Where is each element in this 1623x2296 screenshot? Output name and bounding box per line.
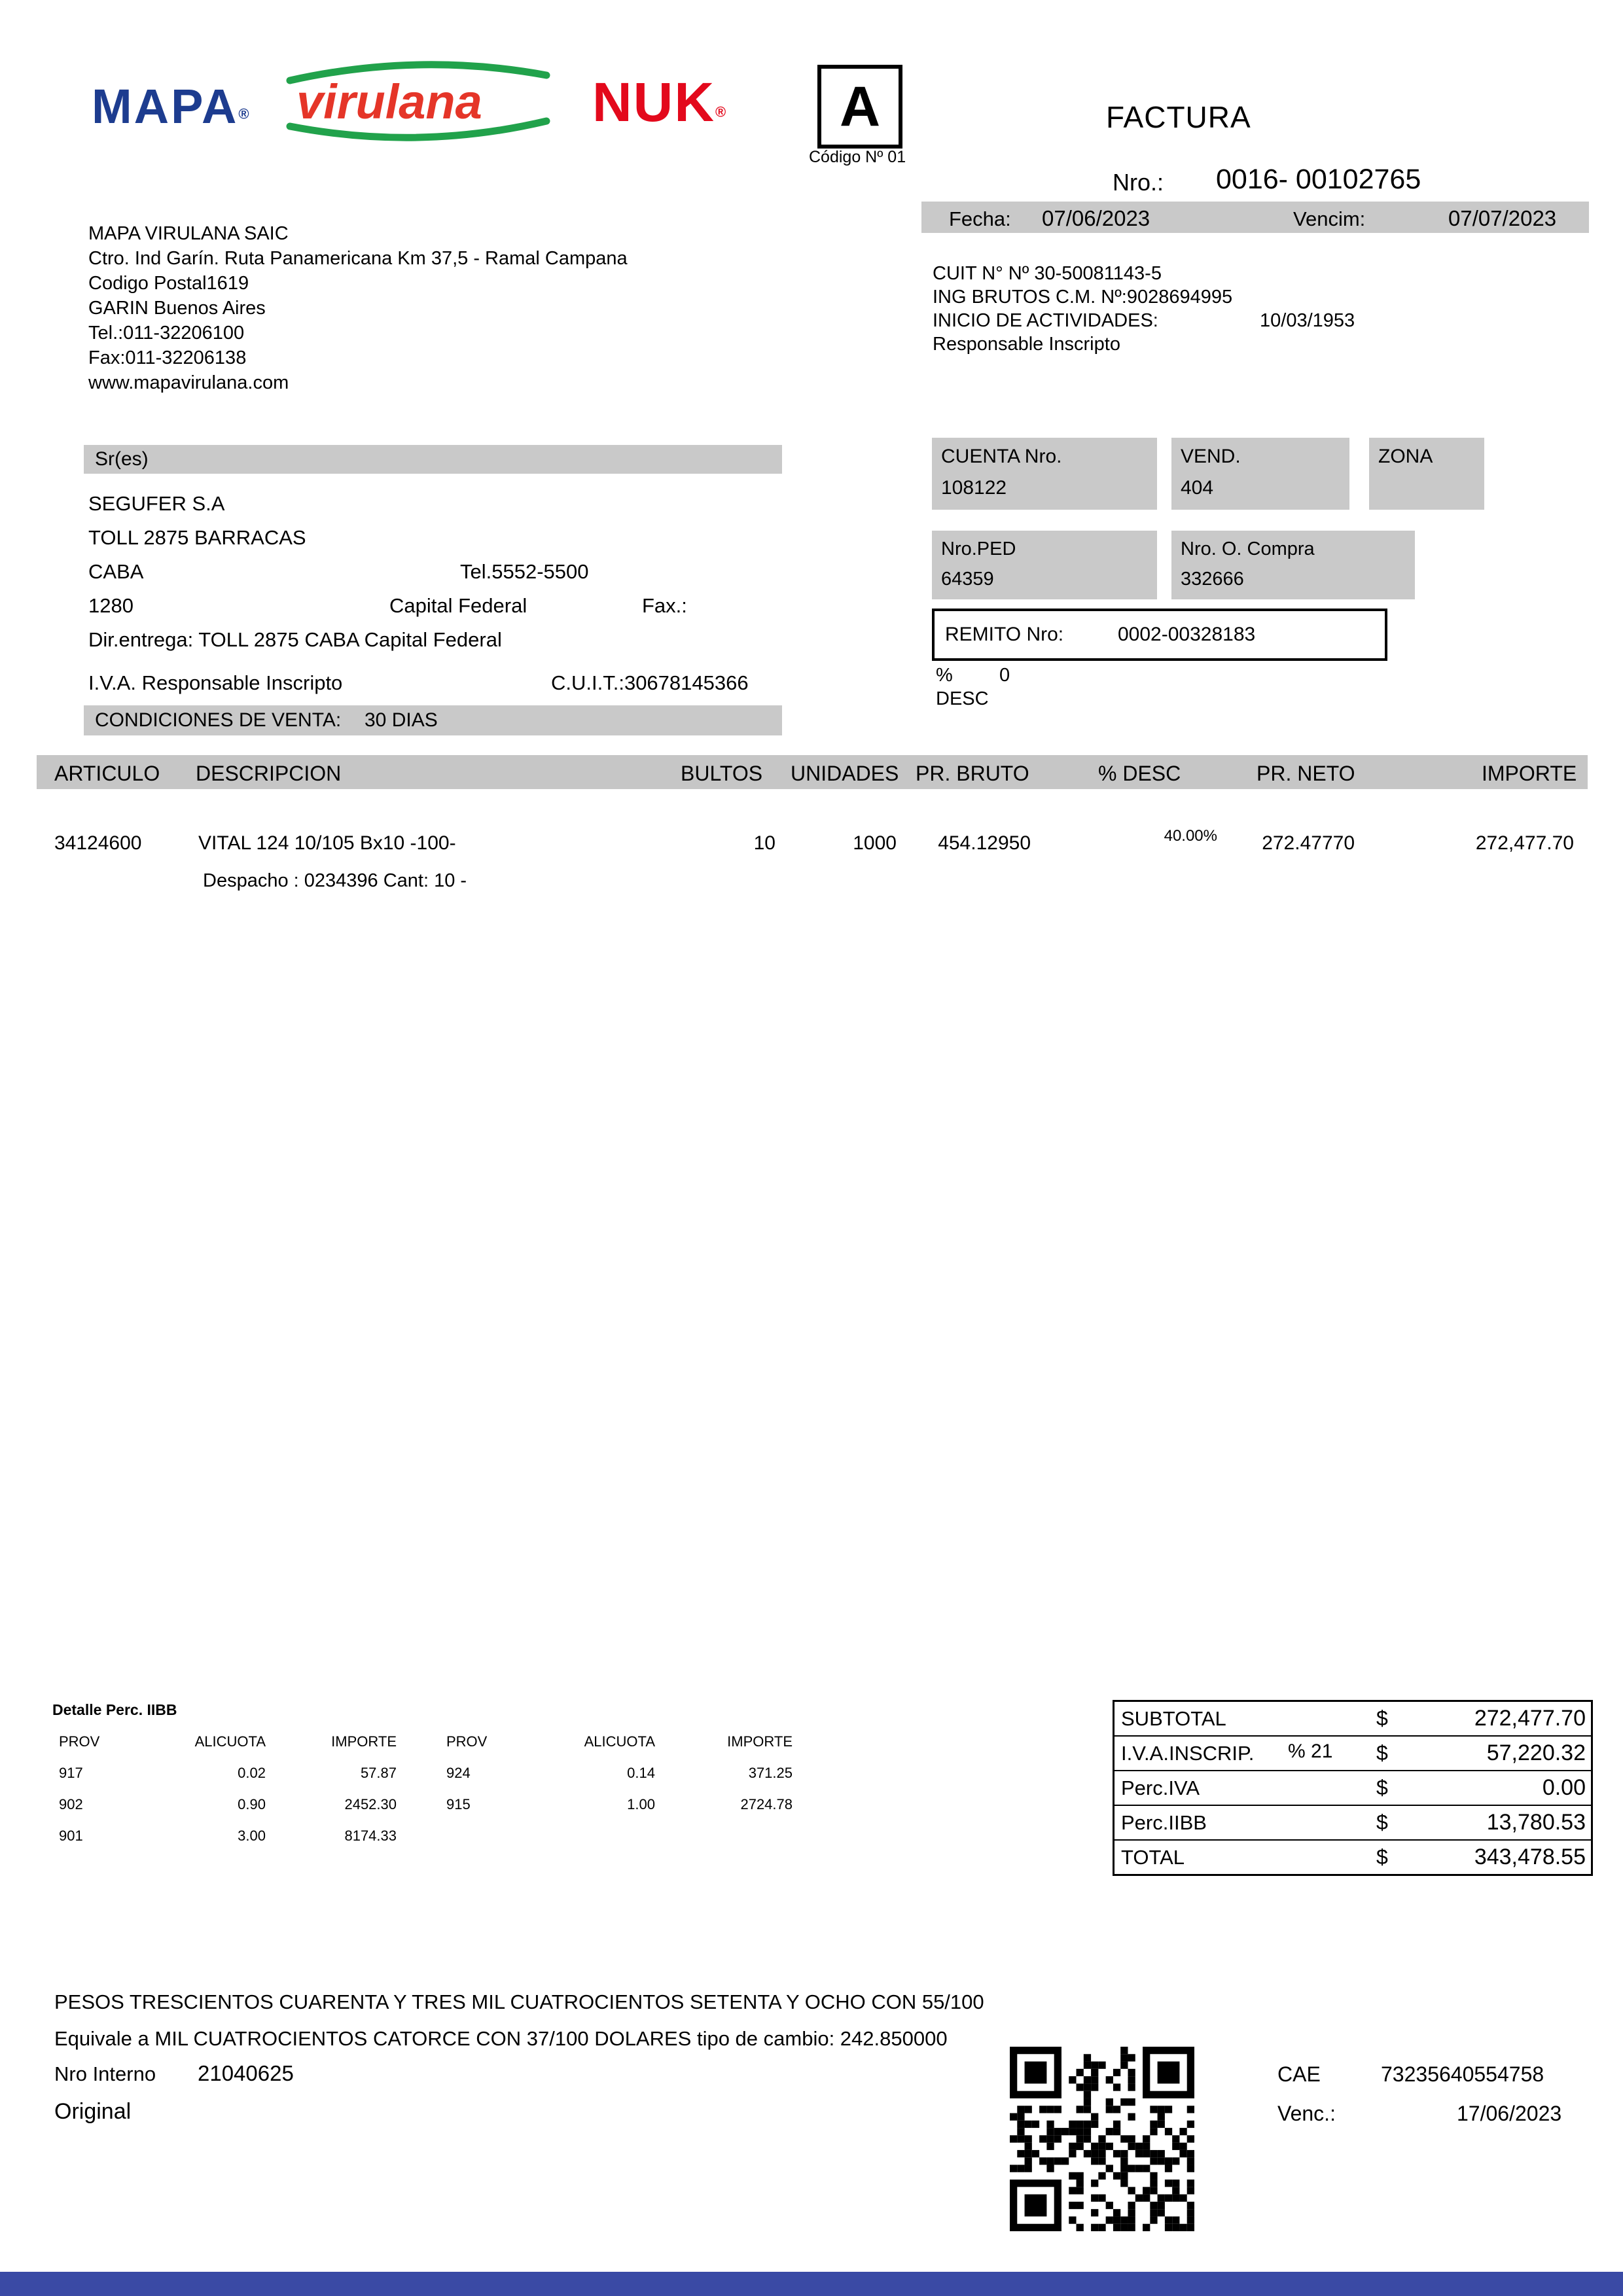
date-bar	[921, 202, 1589, 233]
company-inicio-line	[933, 309, 1587, 332]
cae-value: 73235640554758	[1381, 2062, 1544, 2086]
item-unidades: 1000	[853, 832, 897, 854]
company-name: MAPA VIRULANA SAIC	[88, 223, 289, 244]
iva-percent: % 21	[1288, 1740, 1333, 1762]
zone-box	[1369, 438, 1484, 510]
totals-label: TOTAL	[1121, 1845, 1185, 1869]
sale-conditions-value: 30 DIAS	[365, 709, 438, 731]
customer-fax-label: Fax.:	[642, 594, 687, 617]
col-importe: IMPORTE	[1482, 762, 1577, 785]
perc-cell: 8174.33	[344, 1828, 397, 1844]
totals-value: 343,478.55	[1474, 1845, 1586, 1869]
sale-conditions-bar	[84, 705, 782, 735]
perc-cell: 0.90	[238, 1796, 266, 1812]
account-number-label: CUENTA Nro.	[941, 446, 1062, 467]
col-pr-bruto: PR. BRUTO	[916, 762, 1029, 785]
amount-in-words: PESOS TRESCIENTOS CUARENTA Y TRES MIL CUATROCIENTOS SETENTA Y OCHO CON 55/100	[54, 1990, 984, 2013]
doc-type-letter: A	[839, 75, 881, 138]
perc-cell: 371.25	[748, 1765, 793, 1781]
totals-row-total	[1115, 1839, 1591, 1874]
currency-sign: $	[1376, 1706, 1388, 1730]
currency-sign: $	[1376, 1810, 1388, 1834]
perc-cell: 2452.30	[344, 1796, 397, 1812]
order-number-label: Nro.PED	[941, 539, 1016, 559]
perc-cell: 915	[446, 1796, 471, 1812]
perc-cell: 0.02	[238, 1765, 266, 1781]
company-block	[88, 221, 628, 395]
perc-iibb-row	[52, 1788, 795, 1820]
tax-block	[933, 262, 1587, 356]
totals-value: 13,780.53	[1486, 1810, 1586, 1835]
discount-label: DESC	[936, 688, 989, 709]
totals-row-subtotal	[1115, 1702, 1591, 1735]
totals-label: Perc.IVA	[1121, 1776, 1200, 1799]
perc-iibb-row	[52, 1820, 795, 1851]
due-date-label: Vencim:	[1293, 207, 1366, 230]
order-number-box	[932, 531, 1157, 599]
perc-cell: 917	[59, 1765, 83, 1781]
currency-sign: $	[1376, 1776, 1388, 1799]
item-desc-pct: 40.00%	[1164, 827, 1217, 845]
delivery-note-value: 0002-00328183	[1118, 624, 1256, 645]
doc-title: FACTURA	[1106, 100, 1251, 134]
totals-value: 57,220.32	[1486, 1740, 1586, 1765]
perc-cell	[399, 1820, 524, 1851]
totals-row-perc-iva	[1115, 1770, 1591, 1805]
mapa-logo-text: MAPA	[92, 79, 239, 133]
perc-col-importe1: IMPORTE	[331, 1733, 397, 1750]
copy-type-label: Original	[54, 2099, 132, 2124]
internal-number-label: Nro Interno	[54, 2062, 156, 2085]
doc-code-label: Código Nº 01	[809, 148, 906, 166]
perc-cell: 1.00	[627, 1796, 655, 1812]
vendor-label: VEND.	[1181, 446, 1241, 467]
perc-cell	[658, 1820, 795, 1851]
vendor-value: 404	[1181, 477, 1214, 499]
zone-label: ZONA	[1378, 446, 1433, 467]
vendor-box	[1171, 438, 1349, 510]
items-table-header	[37, 755, 1588, 789]
perc-cell: 902	[59, 1796, 83, 1812]
nuk-reg-mark: ®	[715, 103, 726, 120]
qr-code	[1010, 2047, 1194, 2231]
totals-label: Perc.IIBB	[1121, 1810, 1207, 1834]
item-pr-neto: 272.47770	[1262, 832, 1355, 854]
item-importe: 272,477.70	[1475, 832, 1574, 854]
purchase-order-box	[1171, 531, 1415, 599]
footer-accent-bar	[0, 2272, 1623, 2296]
customer-header-label: Sr(es)	[95, 448, 149, 470]
account-number-box	[932, 438, 1157, 510]
account-number-value: 108122	[941, 477, 1007, 499]
invoice-number-value: 0016- 00102765	[1216, 164, 1421, 195]
virulana-logo-svg	[278, 56, 560, 147]
totals-value: 0.00	[1542, 1775, 1586, 1800]
cae-label: CAE	[1277, 2062, 1321, 2086]
col-articulo: ARTICULO	[54, 762, 160, 785]
nuk-logo-text: NUK	[592, 71, 715, 133]
perc-cell: 2724.78	[740, 1796, 793, 1812]
currency-sign: $	[1376, 1845, 1388, 1869]
perc-cell: 924	[446, 1765, 471, 1781]
item-despacho: Despacho : 0234396 Cant: 10 -	[203, 870, 467, 891]
company-responsable: Responsable Inscripto	[933, 334, 1120, 355]
col-pr-neto: PR. NETO	[1257, 762, 1355, 785]
customer-name: SEGUFER S.A	[88, 492, 225, 515]
perc-cell	[524, 1820, 658, 1851]
sale-conditions-label: CONDICIONES DE VENTA:	[95, 709, 342, 731]
perc-col-importe2: IMPORTE	[727, 1733, 793, 1750]
totals-row-iva	[1115, 1735, 1591, 1770]
company-tel: Tel.:011-32206100	[88, 323, 245, 344]
totals-row-perc-iibb	[1115, 1805, 1591, 1839]
totals-table	[1113, 1700, 1593, 1876]
perc-iibb-row	[52, 1757, 795, 1788]
internal-number-value: 21040625	[198, 2061, 294, 2085]
col-descripcion: DESCRIPCION	[196, 762, 342, 785]
date-value: 07/06/2023	[1042, 206, 1150, 230]
perc-iibb-block	[52, 1701, 795, 1851]
perc-cell: 57.87	[360, 1765, 397, 1781]
delivery-note-box	[932, 609, 1387, 661]
nuk-logo	[592, 71, 726, 134]
purchase-order-label: Nro. O. Compra	[1181, 539, 1315, 559]
virulana-logo-text: virulana	[296, 75, 482, 129]
perc-col-alicuota1: ALICUOTA	[194, 1733, 266, 1750]
perc-cell: 0.14	[627, 1765, 655, 1781]
item-articulo: 34124600	[54, 832, 142, 854]
customer-city: CABA	[88, 560, 144, 583]
customer-header-bar	[84, 445, 782, 474]
customer-delivery-address: Dir.entrega: TOLL 2875 CABA Capital Federal	[88, 628, 502, 651]
company-postal: Codigo Postal1619	[88, 273, 249, 294]
perc-col-prov2: PROV	[446, 1733, 488, 1750]
customer-tel: Tel.5552-5500	[460, 560, 589, 583]
totals-label: SUBTOTAL	[1121, 1706, 1226, 1730]
company-ing-brutos: ING BRUTOS C.M. Nº:9028694995	[933, 287, 1233, 308]
perc-iibb-header-row	[52, 1725, 795, 1757]
customer-cuit: C.U.I.T.:30678145366	[551, 671, 749, 694]
delivery-note-label: REMITO Nro:	[945, 624, 1064, 645]
item-bultos: 10	[753, 832, 776, 854]
perc-col-alicuota2: ALICUOTA	[584, 1733, 655, 1750]
discount-percent-value: 0	[999, 665, 1010, 686]
qr-code-svg	[1010, 2047, 1194, 2231]
usd-equivalent: Equivale a MIL CUATROCIENTOS CATORCE CON 37/100 DOLARES tipo de cambio: 242.850000	[54, 2027, 948, 2050]
company-fax: Fax:011-32206138	[88, 347, 247, 368]
perc-cell: 901	[59, 1828, 83, 1844]
totals-value: 272,477.70	[1474, 1706, 1586, 1731]
company-website: www.mapavirulana.com	[88, 372, 289, 393]
item-descripcion: VITAL 124 10/105 Bx10 -100-	[198, 832, 456, 854]
customer-zip: 1280	[88, 594, 134, 617]
discount-percent-label: %	[936, 665, 953, 686]
item-pr-bruto: 454.12950	[938, 832, 1031, 854]
mapa-reg-mark: ®	[238, 105, 249, 122]
cae-due-value: 17/06/2023	[1457, 2102, 1562, 2125]
company-cuit: CUIT N° Nº 30-50081143-5	[933, 263, 1162, 284]
totals-label: I.V.A.INSCRIP.	[1121, 1741, 1255, 1765]
col-bultos: BULTOS	[681, 762, 763, 785]
company-city: GARIN Buenos Aires	[88, 298, 266, 319]
due-date-value: 07/07/2023	[1448, 206, 1557, 230]
purchase-order-value: 332666	[1181, 569, 1244, 590]
col-unidades: UNIDADES	[791, 762, 899, 785]
order-number-value: 64359	[941, 569, 994, 590]
cae-due-label: Venc.:	[1277, 2102, 1336, 2125]
currency-sign: $	[1376, 1741, 1388, 1765]
perc-iibb-table	[52, 1725, 795, 1851]
company-inicio-label: INICIO DE ACTIVIDADES:	[933, 310, 1158, 331]
customer-iva-condition: I.V.A. Responsable Inscripto	[88, 671, 343, 694]
col-desc: % DESC	[1098, 762, 1181, 785]
perc-col-prov1: PROV	[59, 1733, 100, 1750]
mapa-logo	[92, 79, 249, 134]
perc-cell: 3.00	[238, 1828, 266, 1844]
perc-iibb-title: Detalle Perc. IIBB	[52, 1701, 177, 1718]
virulana-logo	[278, 56, 560, 150]
doc-type-box	[817, 65, 902, 149]
company-inicio-value: 10/03/1953	[1260, 310, 1355, 331]
invoice-number-label: Nro.:	[1113, 169, 1164, 196]
customer-address: TOLL 2875 BARRACAS	[88, 526, 306, 549]
customer-province: Capital Federal	[389, 594, 527, 617]
company-address: Ctro. Ind Garín. Ruta Panamericana Km 37,5 - Ramal Campana	[88, 248, 628, 269]
date-label: Fecha:	[949, 207, 1011, 230]
